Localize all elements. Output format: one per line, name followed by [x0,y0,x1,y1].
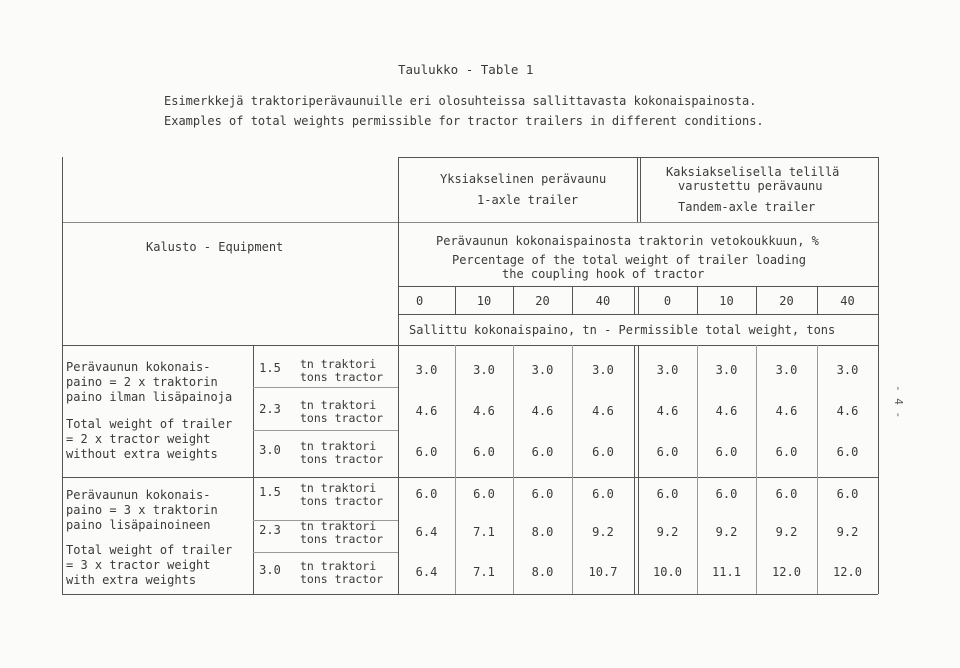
group-label-line: Perävaunun kokonais- [66,360,211,374]
weight-value-cell: 12.0 [772,565,801,579]
weight-value-cell: 10.0 [653,565,682,579]
weight-value-cell: 11.1 [712,565,741,579]
weight-value-cell: 6.0 [775,445,798,459]
unit-line-fi: tn traktori [300,439,377,453]
unit-line-en: tons tractor [300,411,384,425]
tractor-weight: 2.3 [259,523,281,537]
weight-value-cell: 4.6 [473,404,495,418]
weight-value-cell: 3.0 [592,363,614,377]
weight-value-cell: 4.6 [592,404,614,418]
unit-line-en: tons tractor [300,532,384,546]
weight-value-cell: 8.0 [531,565,554,579]
percent-col-label: 40 [595,294,611,308]
weight-value-cell: 6.4 [415,525,438,539]
weight-value-cell: 9.2 [592,525,614,539]
weight-value-cell: 10.7 [588,565,618,579]
weight-value-cell: 6.0 [715,487,738,501]
group-label-line: = 3 x tractor weight [66,558,211,572]
tractor-unit [300,520,383,546]
page-number-mark: - 4 - [892,385,905,419]
weight-value-cell: 6.0 [836,445,859,459]
single-axle-header-fi: Yksiakselinen perävaunu [440,172,607,186]
weight-value-cell: 6.0 [415,487,438,501]
percent-header-en-1: Percentage of the total weight of trailer loading [452,253,807,267]
weight-value-cell: 4.6 [656,404,679,418]
weight-value-cell: 6.0 [473,487,495,501]
weight-value-cell: 6.0 [415,445,438,459]
weight-value-cell: 6.0 [592,487,614,501]
weight-value-cell: 6.4 [415,565,438,579]
tractor-weight: 3.0 [259,563,281,577]
group-label-line: with extra weights [66,573,197,587]
tractor-unit [300,560,383,586]
group-1-label [66,360,232,462]
percent-header-fi: Perävaunun kokonaispainosta traktorin vetokoukkuun, % [436,234,819,248]
weight-value-cell: 6.0 [656,445,679,459]
tractor-unit [300,399,383,425]
percent-col-label: 0 [663,294,672,308]
weight-value-cell: 6.0 [531,487,554,501]
single-axle-header-en: 1-axle trailer [477,193,579,207]
weight-value-cell: 6.0 [592,445,614,459]
weight-value-cell: 7.1 [473,565,495,579]
weight-value-cell: 3.0 [715,363,738,377]
group-label-line: Total weight of trailer [66,543,233,557]
weight-value-cell: 3.0 [836,363,859,377]
unit-line-fi: tn traktori [300,519,377,533]
group-label-line: paino = 3 x traktorin [66,503,218,517]
weight-value-cell: 9.2 [715,525,738,539]
tractor-unit [300,482,383,508]
tractor-weight: 1.5 [259,361,281,375]
tractor-unit [300,440,383,466]
unit-line-en: tons tractor [300,452,384,466]
weight-value-cell: 6.0 [656,487,679,501]
tractor-weight: 1.5 [259,485,281,499]
equipment-header: Kalusto - Equipment [146,240,284,254]
percent-col-label: 20 [535,294,550,308]
tractor-unit [300,358,383,384]
tandem-header-fi-1: Kaksiakselisella telillä [666,165,840,179]
tandem-header-fi-2: varustettu perävaunu [678,179,823,193]
weight-value-cell: 4.6 [415,404,438,418]
tractor-weight: 3.0 [259,443,281,457]
percent-col-label: 20 [779,294,794,308]
unit-line-fi: tn traktori [300,398,377,412]
tractor-weight: 2.3 [259,402,281,416]
unit-line-fi: tn traktori [300,559,377,573]
percent-col-label: 0 [416,294,424,308]
weight-value-cell: 6.0 [836,487,859,501]
weight-value-cell: 12.0 [833,565,862,579]
weight-value-cell: 8.0 [531,525,554,539]
weight-value-cell: 9.2 [775,525,798,539]
weight-value-cell: 3.0 [473,363,495,377]
weight-value-cell: 6.0 [531,445,554,459]
group-label-line: Total weight of trailer [66,417,233,431]
percent-header-en-2: the coupling hook of tractor [502,267,705,281]
weight-value-cell: 3.0 [775,363,798,377]
unit-line-en: tons tractor [300,572,384,586]
weight-value-cell: 4.6 [836,404,859,418]
tandem-header-en: Tandem-axle trailer [678,200,816,214]
percent-col-label: 10 [719,294,734,308]
weight-value-cell: 9.2 [656,525,679,539]
group-label-line: paino lisäpainoineen [66,518,211,532]
weight-value-cell: 6.0 [775,487,798,501]
weight-value-cell: 4.6 [531,404,554,418]
weight-value-cell: 9.2 [836,525,859,539]
group-label-line: = 2 x tractor weight [66,432,211,446]
weight-value-cell: 4.6 [715,404,738,418]
table-title: Taulukko - Table 1 [398,62,534,77]
weight-value-cell: 6.0 [473,445,495,459]
weight-value-cell: 3.0 [531,363,554,377]
percent-col-label: 40 [840,294,855,308]
subtitle-english: Examples of total weights permissible for tractor trailers in different conditions. [164,114,764,128]
permissible-weight-header: Sallittu kokonaispaino, tn - Permissible total weight, tons [409,323,836,337]
weight-value-cell: 4.6 [775,404,798,418]
group-label-line: paino ilman lisäpainoja [66,390,233,404]
weight-value-cell: 7.1 [473,525,495,539]
group-label-line: without extra weights [66,447,218,461]
group-2-label [66,488,232,588]
weight-value-cell: 3.0 [415,363,438,377]
unit-line-en: tons tractor [300,370,384,384]
weight-value-cell: 6.0 [715,445,738,459]
unit-line-fi: tn traktori [300,481,377,495]
unit-line-en: tons tractor [300,494,384,508]
percent-col-label: 10 [476,294,492,308]
unit-line-fi: tn traktori [300,357,377,371]
subtitle-finnish: Esimerkkejä traktoriperävaunuille eri olosuhteissa sallittavasta kokonaispainosta. [164,94,757,108]
group-label-line: paino = 2 x traktorin [66,375,218,389]
group-label-line: Perävaunun kokonais- [66,488,211,502]
weight-value-cell: 3.0 [656,363,679,377]
